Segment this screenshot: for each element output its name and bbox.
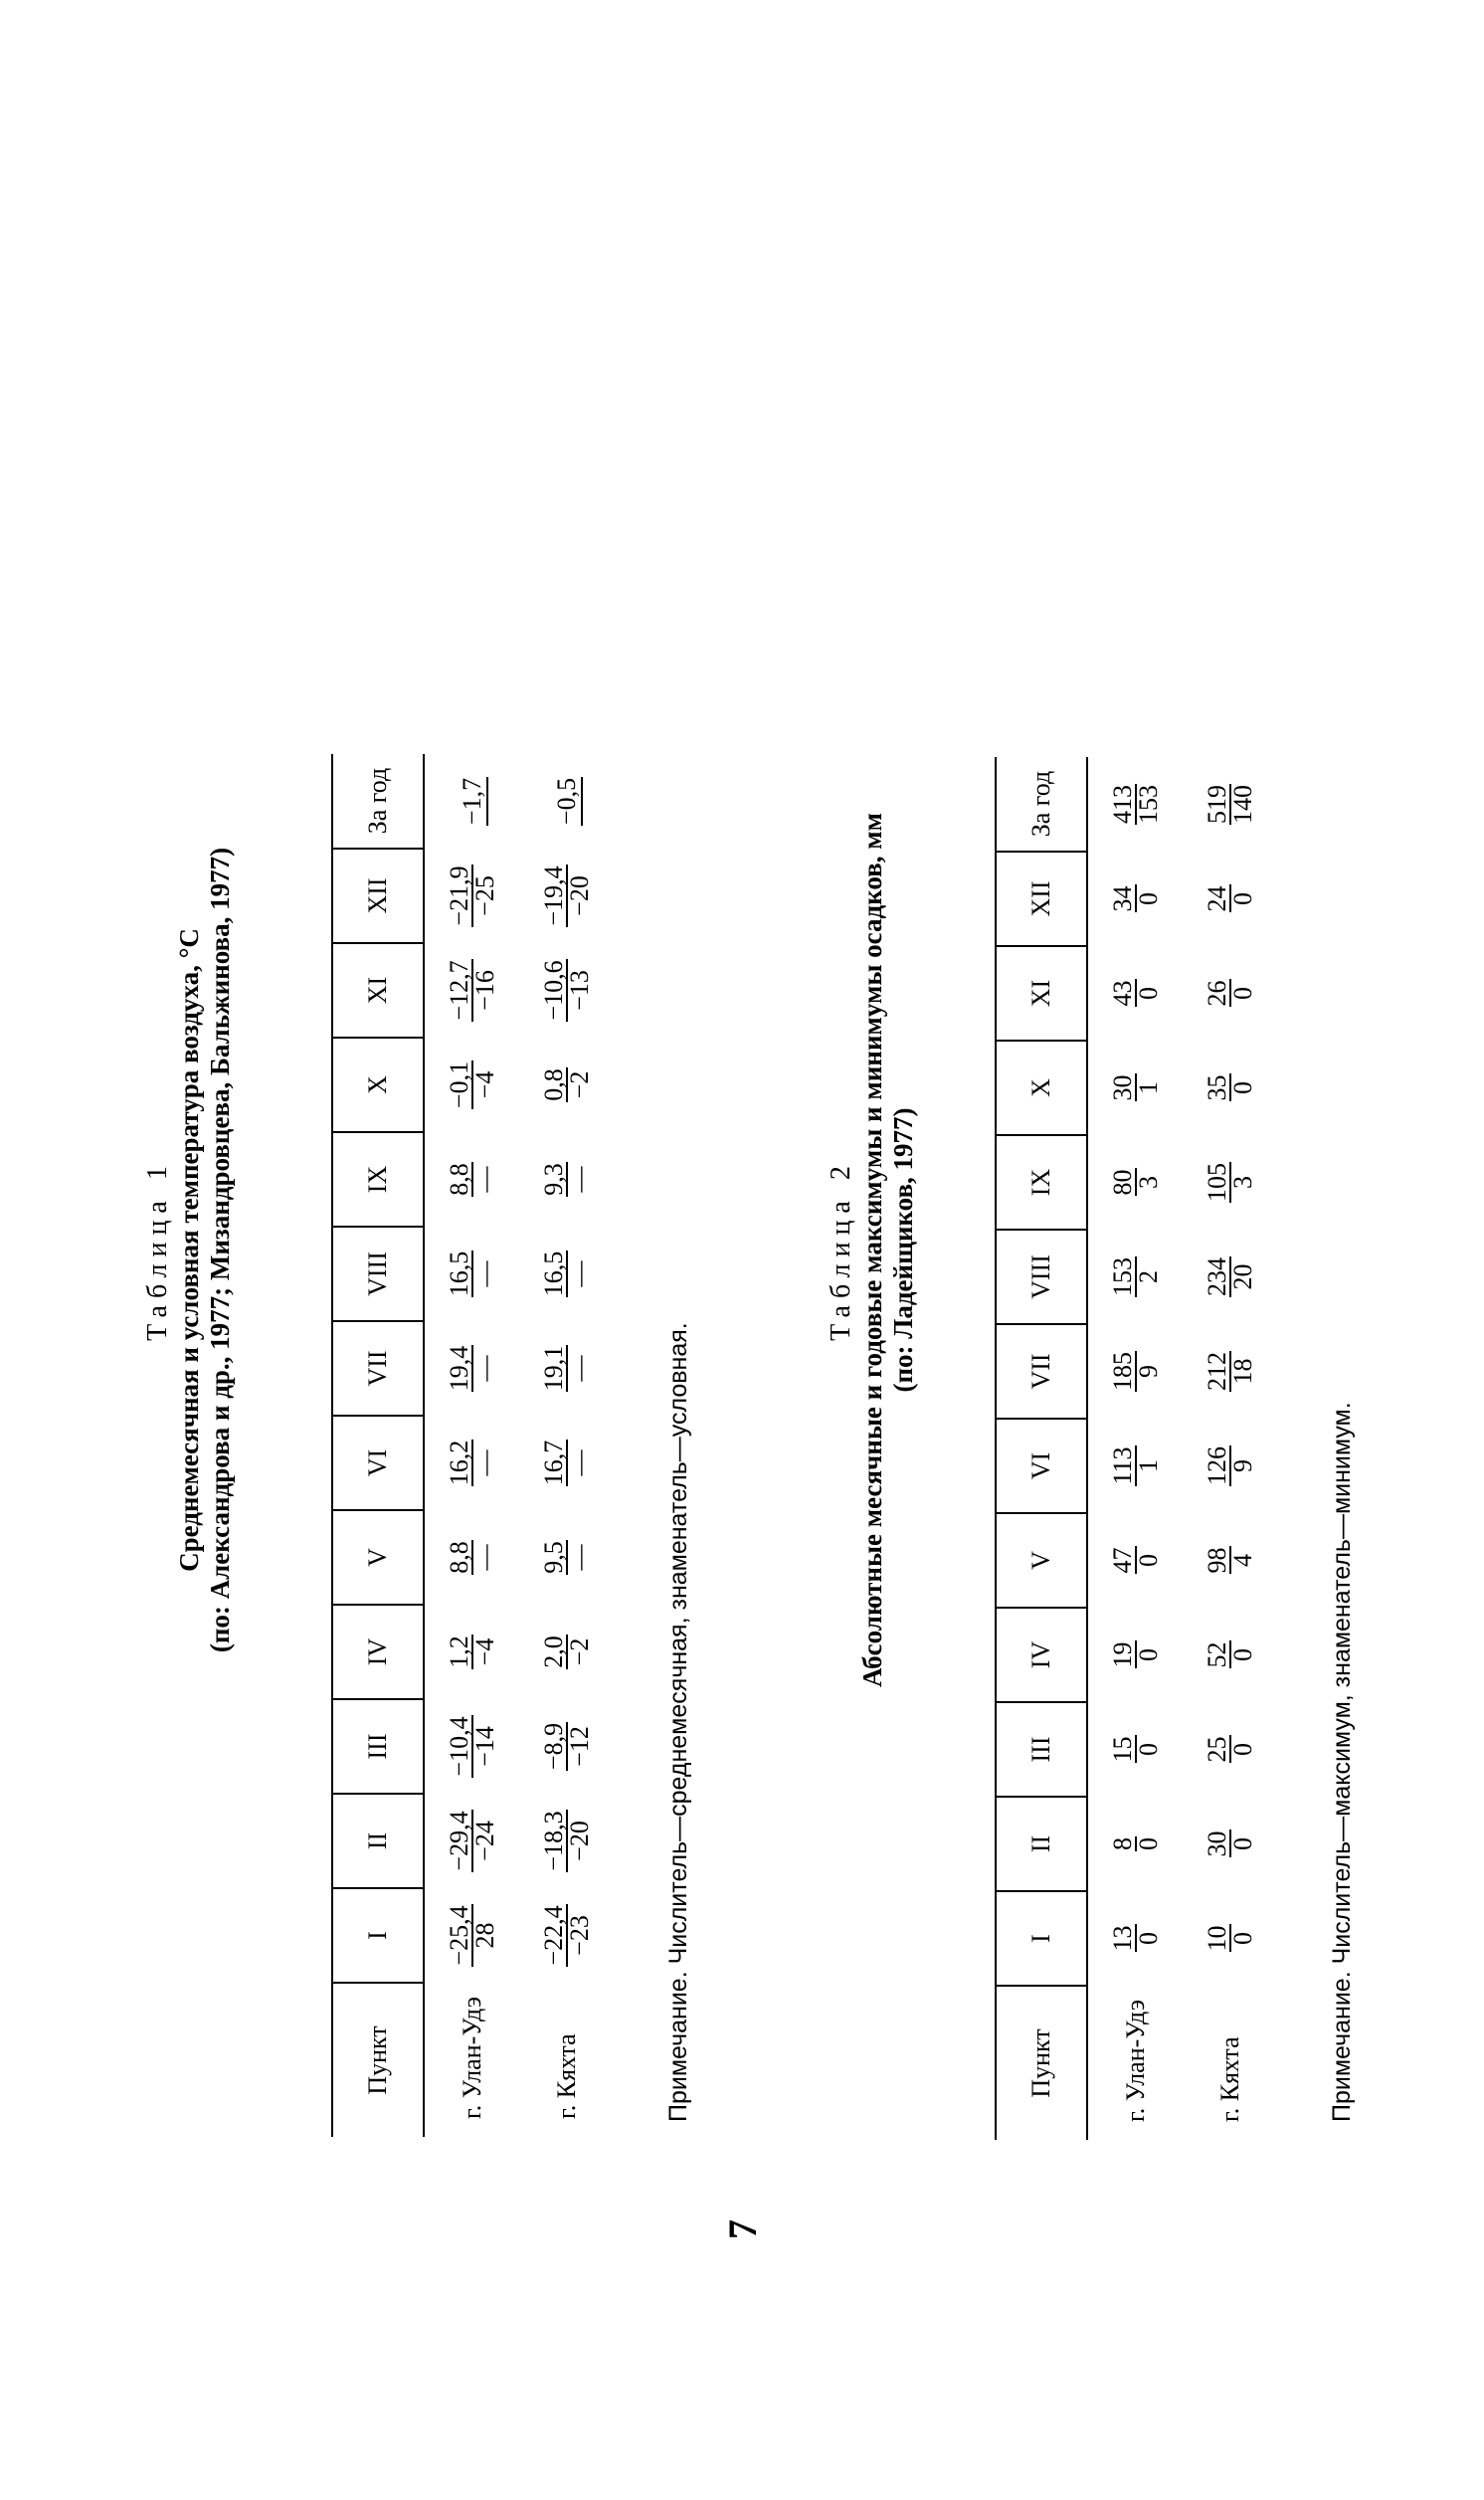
- table-cell: [519, 1132, 614, 1227]
- fraction-value: [538, 1440, 594, 1487]
- table-cell: [519, 1605, 614, 1699]
- fraction-value: [444, 1540, 499, 1575]
- table1-label: Таблица 1: [142, 1159, 173, 1341]
- numerator: −0,1: [444, 1060, 473, 1109]
- fraction-value: [444, 1162, 499, 1197]
- table-cell: [519, 1416, 614, 1510]
- fraction-value: [444, 1440, 499, 1487]
- table-cell: [519, 1038, 614, 1132]
- denominator: −4: [469, 1637, 499, 1666]
- denominator: —: [469, 1166, 499, 1193]
- table2-precipitation: [995, 757, 1277, 2140]
- table-cell: [424, 1699, 519, 1794]
- denominator: 1: [1133, 1459, 1163, 1473]
- column-header-11: XI: [996, 946, 1087, 1041]
- numerator: −12,7: [444, 960, 473, 1021]
- fraction-value: [444, 959, 499, 1021]
- fraction-value: [1202, 885, 1257, 913]
- numerator: 13: [1107, 1925, 1137, 1952]
- numerator: 185: [1107, 1352, 1137, 1391]
- fraction-value: [1202, 1351, 1257, 1392]
- denominator: —: [564, 1544, 594, 1571]
- column-header-3: III: [332, 1699, 424, 1794]
- denominator: 0: [1133, 892, 1163, 905]
- numerator: 1,2: [444, 1635, 473, 1668]
- fraction-value: [538, 1810, 594, 1871]
- table-cell: [1087, 1135, 1183, 1230]
- denominator: 140: [1227, 785, 1257, 824]
- numerator: 43: [1107, 980, 1137, 1007]
- table-cell: [424, 1227, 519, 1321]
- denominator: 0: [1133, 987, 1163, 1000]
- table-cell: [1087, 1513, 1183, 1608]
- table2-caption: [826, 0, 919, 2500]
- numerator: 19: [1107, 1641, 1137, 1668]
- page-number: 7: [720, 2219, 765, 2239]
- station-name: г. Улан-Удэ: [457, 1996, 486, 2119]
- column-header-station: Пункт: [332, 1983, 424, 2137]
- denominator: —: [469, 1449, 499, 1476]
- numerator: 2,0: [538, 1635, 568, 1668]
- denominator: 9: [1227, 1459, 1257, 1472]
- fraction-value: [538, 1635, 594, 1669]
- fraction-value: [538, 1540, 594, 1575]
- table2-label: Таблица 2: [826, 1159, 856, 1341]
- numerator: 35: [1202, 1074, 1231, 1101]
- station-name: г. Улан-Удэ: [1120, 1999, 1150, 2122]
- table-cell: [1087, 1041, 1183, 1135]
- numerator: 413: [1107, 785, 1137, 824]
- table-cell: [1087, 1230, 1183, 1324]
- numerator: −10,6: [538, 960, 568, 1021]
- table-cell: [1087, 1891, 1183, 1986]
- table-cell: [1183, 1513, 1277, 1608]
- numerator: 26: [1202, 980, 1231, 1007]
- numerator: 15: [1107, 1736, 1137, 1763]
- denominator: 3: [1133, 1176, 1163, 1189]
- numerator: 113: [1107, 1446, 1137, 1485]
- denominator: 0: [1227, 1081, 1257, 1094]
- numerator: 519: [1202, 785, 1231, 824]
- numerator: 34: [1107, 885, 1137, 912]
- table-cell: [519, 1510, 614, 1605]
- numerator: 30: [1107, 1074, 1137, 1101]
- fraction-value: [444, 1810, 499, 1871]
- denominator: —: [564, 1260, 594, 1287]
- denominator: −4: [469, 1070, 499, 1099]
- column-header-2: II: [332, 1794, 424, 1888]
- column-header-8: VIII: [996, 1230, 1087, 1324]
- fraction-value: [1107, 885, 1163, 913]
- numerator: 105: [1202, 1163, 1231, 1202]
- table-cell: [1087, 1797, 1183, 1891]
- column-header-10: X: [332, 1038, 424, 1132]
- denominator: 18: [1227, 1358, 1257, 1385]
- numerator: 8: [1107, 1837, 1137, 1850]
- fraction-value: [1107, 1925, 1163, 1953]
- table-cell: [1183, 1230, 1277, 1324]
- numerator: 98: [1202, 1547, 1231, 1574]
- numerator: 25: [1202, 1736, 1231, 1763]
- table-cell: [519, 1321, 614, 1416]
- numerator: 47: [1107, 1547, 1137, 1574]
- table1-caption: [142, 0, 236, 2500]
- denominator: 3: [1227, 1176, 1257, 1189]
- fraction-value: [538, 959, 594, 1021]
- numerator: −22,4: [538, 1905, 568, 1966]
- fraction-value: [1202, 784, 1257, 825]
- fraction-value: [1107, 1547, 1163, 1575]
- table-cell: [424, 1132, 519, 1227]
- table2-header-row: [996, 757, 1087, 2140]
- table-cell: [1087, 1324, 1183, 1419]
- table-cell: [424, 1510, 519, 1605]
- numerator: −21,9: [444, 865, 473, 926]
- fraction-value: [1107, 1641, 1163, 1669]
- table-cell: [519, 943, 614, 1038]
- column-header-11: XI: [332, 943, 424, 1038]
- table-cell: [1183, 1891, 1277, 1986]
- denominator: −13: [564, 970, 594, 1011]
- denominator: 0: [1133, 1743, 1163, 1756]
- table-cell: [1183, 1608, 1277, 1702]
- year-value: −1,7: [457, 777, 486, 826]
- table1-header-row: [332, 754, 424, 2137]
- denominator: 0: [1227, 892, 1257, 905]
- fraction-value: [1107, 1445, 1163, 1485]
- fraction-value: [1202, 1162, 1257, 1203]
- numerator: 9,5: [538, 1541, 568, 1574]
- table-cell: [519, 1699, 614, 1794]
- table2-title-line2: (по: Ладейщиков, 1977): [888, 1107, 918, 1393]
- numerator: 19,4: [444, 1345, 473, 1392]
- column-header-6: VI: [996, 1419, 1087, 1513]
- numerator: −19,4: [538, 865, 568, 926]
- table-row: [519, 754, 614, 2137]
- table-cell: [519, 849, 614, 943]
- year-value: −0,5: [551, 777, 581, 826]
- column-header-10: X: [996, 1041, 1087, 1135]
- table-cell: [1183, 1041, 1277, 1135]
- denominator: −14: [469, 1726, 499, 1767]
- fraction-value: [444, 1250, 499, 1298]
- fraction-value: [1202, 1074, 1257, 1102]
- numerator: 0,8: [538, 1068, 568, 1101]
- denominator: 0: [1227, 1837, 1257, 1850]
- denominator: 0: [1227, 1648, 1257, 1661]
- denominator: −20: [564, 875, 594, 916]
- column-header-12: XII: [332, 849, 424, 943]
- numerator: 153: [1107, 1257, 1137, 1296]
- denominator: 2: [1133, 1270, 1163, 1283]
- column-header-4: IV: [332, 1605, 424, 1699]
- fraction-value: [538, 1162, 594, 1197]
- fraction-value: [1107, 784, 1163, 825]
- fraction-value: [1107, 1256, 1163, 1297]
- year-cell: [519, 754, 614, 849]
- numerator: −18,3: [538, 1811, 568, 1871]
- fraction-value: [538, 1345, 594, 1393]
- fraction-value: [1202, 1641, 1257, 1669]
- numerator: 80: [1107, 1169, 1137, 1196]
- denominator: −2: [564, 1637, 594, 1666]
- numerator: 16,5: [444, 1250, 473, 1297]
- fraction-value: [444, 865, 499, 926]
- fraction-value: [444, 1345, 499, 1393]
- denominator: −2: [564, 1070, 594, 1099]
- table-cell: [519, 1888, 614, 1983]
- fraction-value: [444, 1904, 499, 1966]
- fraction-value: [1202, 980, 1257, 1008]
- numerator: 19,1: [538, 1345, 568, 1392]
- fraction-value: [1202, 1925, 1257, 1953]
- year-cell: [1183, 757, 1277, 852]
- numerator: 16,5: [538, 1250, 568, 1297]
- denominator: −25: [469, 875, 499, 916]
- column-header-6: VI: [332, 1416, 424, 1510]
- denominator: 9: [1133, 1365, 1163, 1378]
- fraction-value: [538, 1250, 594, 1298]
- numerator: −25,4: [444, 1905, 473, 1966]
- fraction-value: [1107, 1074, 1163, 1102]
- denominator: 0: [1227, 1743, 1257, 1756]
- fraction-value: [444, 1715, 499, 1777]
- denominator: —: [564, 1355, 594, 1382]
- fraction-value: [444, 1060, 499, 1109]
- fraction-value: [1107, 1351, 1163, 1392]
- numerator: 9,3: [538, 1163, 568, 1196]
- column-header-9: IX: [996, 1135, 1087, 1230]
- column-header-13: За год: [332, 754, 424, 849]
- table-cell: [424, 1321, 519, 1416]
- denominator: −23: [564, 1915, 594, 1956]
- numerator: 16,7: [538, 1440, 568, 1486]
- fraction-value: [538, 1904, 594, 1966]
- column-header-7: VII: [996, 1324, 1087, 1419]
- table2-title-line1: Абсолютные месячные и годовые максимумы и минимумы осадков, мм: [857, 812, 887, 1688]
- table-cell: [1183, 1702, 1277, 1797]
- denominator: —: [469, 1355, 499, 1382]
- denominator: 0: [1227, 987, 1257, 1000]
- table-cell: [424, 1605, 519, 1699]
- denominator: 0: [1133, 1932, 1163, 1945]
- numerator: −29,4: [444, 1811, 473, 1871]
- fraction-value: [1107, 1169, 1163, 1197]
- numerator: 126: [1202, 1446, 1231, 1485]
- table-cell: [1183, 1324, 1277, 1419]
- table-cell: [424, 1794, 519, 1888]
- fraction-value: [538, 1722, 594, 1771]
- numerator: 8,8: [444, 1163, 473, 1196]
- fraction-value: [1107, 1736, 1163, 1764]
- fraction-value: [1202, 1445, 1257, 1486]
- fraction-value: [1202, 1736, 1257, 1764]
- table-cell: [1183, 1135, 1277, 1230]
- denominator: 4: [1227, 1554, 1257, 1567]
- column-header-5: V: [996, 1513, 1087, 1608]
- numerator: 52: [1202, 1641, 1231, 1668]
- year-cell: [424, 754, 519, 849]
- column-header-8: VIII: [332, 1227, 424, 1321]
- column-header-3: III: [996, 1702, 1087, 1797]
- numerator: 212: [1202, 1352, 1231, 1391]
- table-cell: [424, 849, 519, 943]
- table-cell: [424, 1416, 519, 1510]
- denominator: −24: [469, 1821, 499, 1861]
- table-cell: [1087, 1608, 1183, 1702]
- table-cell: [424, 1888, 519, 1983]
- fraction-value: [538, 865, 594, 926]
- column-header-7: VII: [332, 1321, 424, 1416]
- column-header-12: XII: [996, 852, 1087, 946]
- table-cell: [1087, 852, 1183, 946]
- denominator: 20: [1227, 1263, 1257, 1290]
- denominator: 0: [1133, 1837, 1163, 1850]
- numerator: 30: [1202, 1830, 1231, 1857]
- column-header-13: За год: [996, 757, 1087, 852]
- fraction-value: [1202, 1830, 1257, 1858]
- denominator: −12: [564, 1726, 594, 1767]
- fraction-value: [1107, 1836, 1163, 1851]
- table-cell: [1087, 946, 1183, 1041]
- column-header-4: IV: [996, 1608, 1087, 1702]
- numerator: 8,8: [444, 1541, 473, 1574]
- table-cell: [1087, 1419, 1183, 1513]
- table-cell: [1183, 946, 1277, 1041]
- denominator: 0: [1133, 1648, 1163, 1661]
- denominator: 0: [1227, 1932, 1257, 1945]
- numerator: 10: [1202, 1925, 1231, 1952]
- numerator: −10,4: [444, 1716, 473, 1777]
- numerator: −8,9: [538, 1722, 568, 1771]
- column-header-2: II: [996, 1797, 1087, 1891]
- fraction-value: [538, 1067, 594, 1102]
- station-name: г. Кяхта: [551, 2033, 581, 2119]
- denominator: 153: [1133, 785, 1163, 824]
- table1-temperature: [331, 754, 614, 2137]
- table-cell: [519, 1227, 614, 1321]
- table1-note: Примечание. Числитель—среднемесячная, знаменатель—условная.: [664, 1322, 692, 2122]
- denominator: −20: [564, 1821, 594, 1861]
- column-header-station: Пункт: [996, 1986, 1087, 2140]
- table-cell: [1087, 1702, 1183, 1797]
- fraction-value: [1107, 980, 1163, 1008]
- column-header-1: I: [996, 1891, 1087, 1986]
- denominator: —: [564, 1166, 594, 1193]
- fraction-value: [1202, 1256, 1257, 1297]
- table1-title-line2: (по: Александрова и др., 1977; Мизандровцева, Бальжинова, 1977): [205, 847, 235, 1653]
- denominator: 1: [1133, 1081, 1163, 1094]
- fraction-value: [444, 1635, 499, 1669]
- denominator: −16: [469, 970, 499, 1011]
- table-row: [1087, 757, 1183, 2140]
- denominator: —: [564, 1449, 594, 1476]
- denominator: —: [469, 1544, 499, 1571]
- station-name: г. Кяхта: [1214, 2036, 1244, 2122]
- table-cell: [1183, 1797, 1277, 1891]
- denominator: 28: [469, 1922, 499, 1949]
- table-cell: [1183, 852, 1277, 946]
- denominator: 0: [1133, 1554, 1163, 1567]
- table-row: [424, 754, 519, 2137]
- table-cell: [1183, 1419, 1277, 1513]
- table-row: [1183, 757, 1277, 2140]
- numerator: 16,2: [444, 1440, 473, 1486]
- numerator: 234: [1202, 1257, 1231, 1296]
- table-cell: [424, 943, 519, 1038]
- fraction-value: [1202, 1547, 1257, 1575]
- column-header-5: V: [332, 1510, 424, 1605]
- column-header-9: IX: [332, 1132, 424, 1227]
- table1-title-line1: Среднемесячная и условная температура воздуха, °С: [174, 928, 204, 1572]
- column-header-1: I: [332, 1888, 424, 1983]
- year-cell: [1087, 757, 1183, 852]
- table-cell: [424, 1038, 519, 1132]
- denominator: —: [469, 1260, 499, 1287]
- table-cell: [519, 1794, 614, 1888]
- numerator: 24: [1202, 885, 1231, 912]
- table2-note: Примечание. Числитель—максимум, знаменатель—минимум.: [1328, 1402, 1356, 2122]
